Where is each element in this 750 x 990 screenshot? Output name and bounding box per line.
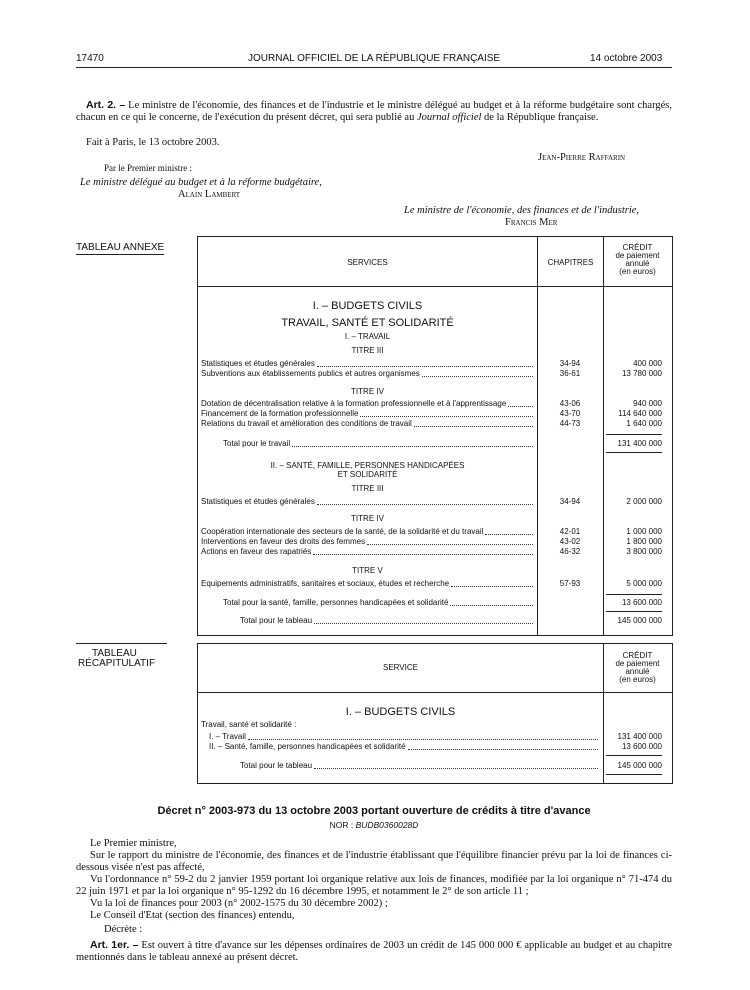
table-row [201,497,671,507]
row-amount: 400 000 [633,359,662,368]
annex-col-credit [604,244,671,276]
journal-officiel-ref: Journal officiel [416,112,482,123]
decree-p1: Le Premier ministre, [90,838,177,849]
table-row [201,527,671,537]
annex-part-2-titre-4: TITRE IV [351,514,384,523]
recap-total-rule-bottom [606,774,662,775]
recap-credit-line-4: (en euros) [619,675,656,684]
article-1-label: Art. 1er. – [90,939,139,951]
row-label: II. – Santé, famille, personnes handicapées et solidarité [209,742,406,751]
annex-part-2-line-2: ET SOLIDARITÉ [337,470,398,479]
row-label: Subventions aux établissements publics et autres organismes [201,369,420,378]
row-label: Equipements administratifs, sanitaires et sociaux, études et recherche [201,579,450,588]
recap-total-row [240,761,710,771]
row-amount: 131 400 000 [617,439,662,448]
annex-col-chapitres: CHAPITRES [547,258,594,267]
row-chapter: 57-93 [559,579,581,588]
row-amount: 145 000 000 [617,761,662,770]
recap-credit-line-3: annulé [625,667,650,676]
annex-col-divider-2 [603,236,604,635]
page-number: 17470 [76,53,104,64]
row-leader-dots [508,399,533,407]
recap-row [209,732,679,742]
recap-row [209,742,679,752]
row-label: Total pour la santé, famille, personnes handicapées et solidarité [223,598,449,607]
decree-p4: Vu la loi de finances pour 2003 (n° 2002-1575 du 30 décembre 2002) ; [90,898,388,909]
annex-section-title: I. – BUDGETS CIVILS [312,300,423,312]
row-chapter: 34-94 [559,359,581,368]
row-leader-dots [248,732,598,740]
row-amount: 1 640 000 [626,419,662,428]
row-label: Actions en faveur des rapatriés [201,547,312,556]
article-2-text-end: de la République française. [484,112,599,123]
table-row [201,547,671,557]
total-travail-rule-top [606,434,662,435]
delegate-minister-title: Le ministre délégué au budget et à la réforme budgétaire, [80,177,322,188]
total-sante-row [223,598,693,608]
recap-col-service: SERVICE [383,663,418,672]
row-leader-dots [422,369,533,377]
total-sante-rule-mid [606,611,662,612]
decree-article-1 [76,939,672,964]
row-label: Interventions en faveur des droits des femmes [201,537,366,546]
total-travail-row [223,439,693,449]
credit-line-2: de paiement [615,251,660,260]
row-chapter: 36-61 [559,369,581,378]
annex-titre-3: TITRE III [351,346,384,355]
recap-section-title: I. – BUDGETS CIVILS [345,706,456,718]
decree-title: Décret n° 2003-973 du 13 octobre 2003 portant ouverture de crédits à titre d'avance [157,805,591,817]
row-leader-dots [485,527,533,535]
row-chapter: 43-06 [559,399,581,408]
row-label: Total pour le travail [223,439,291,448]
row-label: Statistiques et études générales [201,497,315,506]
recap-group: Travail, santé et solidarité : [201,720,297,729]
row-label: Statistiques et études générales [201,359,315,368]
recap-credit-line-2: de paiement [615,659,660,668]
credit-line-4: (en euros) [619,267,656,276]
row-amount: 145 000 000 [617,616,662,625]
row-amount: 13 600 000 [621,598,662,607]
article-1-text: Est ouvert à titre d'avance sur les dépenses ordinaires de 2003 un crédit de 145 000 000 € applicable au budget et au chapitre mentionnés dans le tableau annexé au présent décret. [76,940,672,963]
row-label: Financement de la formation professionnelle [201,409,359,418]
table-row [201,419,671,429]
recap-side-label-1: TABLEAU [92,648,137,659]
row-label: Coopération internationale des secteurs de la santé, de la solidarité et du travail [201,527,484,536]
recap-header-rule [197,692,672,693]
article-2 [76,99,672,124]
decree-nor [76,820,672,830]
annex-col-divider-1 [537,236,538,635]
total-tableau-row [240,616,710,626]
row-label: Total pour le tableau [240,616,313,625]
row-leader-dots [360,409,533,417]
total-travail-rule-bottom [606,452,662,453]
row-leader-dots [408,742,598,750]
annex-header-rule [197,286,672,287]
row-amount: 13 600 000 [621,742,662,751]
row-leader-dots [314,761,598,769]
par-le-premier-ministre: Par le Premier ministre : [104,163,192,173]
recap-credit-line-1: CRÉDIT [622,651,653,660]
row-leader-dots [451,579,533,587]
table-row [201,409,671,419]
nor-label: NOR : [329,820,354,830]
row-amount: 13 780 000 [621,369,662,378]
row-chapter: 43-02 [559,537,581,546]
journal-title: JOURNAL OFFICIEL DE LA RÉPUBLIQUE FRANÇAISE [248,53,501,64]
table-row [201,579,671,589]
row-chapter: 46-32 [559,547,581,556]
annex-part-2-titre-5: TITRE V [352,566,383,575]
row-leader-dots [314,616,533,624]
article-2-label: Art. 2. – [86,99,126,111]
row-leader-dots [292,439,533,447]
minister-title: Le ministre de l'économie, des finances et de l'industrie, [404,205,640,216]
credit-line-1: CRÉDIT [622,243,653,252]
decree-p5: Le Conseil d'Etat (section des finances) entendu, [90,910,295,921]
row-label: Relations du travail et amélioration des conditions de travail [201,419,412,428]
row-leader-dots [313,547,533,555]
row-amount: 3 800 000 [626,547,662,556]
row-amount: 2 000 000 [626,497,662,506]
row-label: Dotation de décentralisation relative à la formation professionnelle et à l'apprentissage [201,399,507,408]
table-row [201,537,671,547]
article-2-text: Le ministre de l'économie, des finances et de l'industrie et le ministre délégué au budget et à la réforme budgétaire sont chargés, chacun en ce qui le concerne, de l'exécution du présent décret, qui sera publié au [76,100,673,123]
row-amount: 5 000 000 [626,579,662,588]
recap-total-rule-top [606,755,662,756]
row-chapter: 44-73 [559,419,581,428]
done-at: Fait à Paris, le 13 octobre 2003. [86,137,220,148]
recap-side-rule [76,643,167,644]
annex-part-2-line-1: II. – SANTÉ, FAMILLE, PERSONNES HANDICAPÉES [270,461,465,470]
decree-p2: Sur le rapport du ministre de l'économie, des finances et de l'industrie établissant que l'équilibre financier prévu par la loi de finances ci-dessous visée n'est pas affecté, [76,850,672,873]
header-rule [76,67,672,68]
table-row [201,359,671,369]
prime-minister-signature: Jean-Pierre Raffarin [538,152,626,163]
row-leader-dots [450,598,533,606]
table-row [201,399,671,409]
row-label: Total pour le tableau [240,761,313,770]
row-amount: 1 000 000 [626,527,662,536]
row-amount: 114 640 000 [618,409,662,418]
credit-line-3: annulé [625,259,650,268]
row-leader-dots [367,537,533,545]
row-leader-dots [414,419,533,427]
annex-part-1: I. – TRAVAIL [344,332,391,341]
row-leader-dots [317,497,533,505]
row-chapter: 34-94 [559,497,581,506]
recap-side-label-2: RÉCAPITULATIF [78,658,156,669]
row-amount: 131 400 000 [617,732,662,741]
decree-p3: Vu l'ordonnance n° 59-2 du 2 janvier 1959 portant loi organique relative aux lois de finances, modifiée par la loi organique n° 71-474 du 22 juin 1971 et par la loi organique n° 95-1292 du 16 décembre 1995, et notamment le 2° de son article 11 ; [76,874,672,897]
annex-ministry: TRAVAIL, SANTÉ ET SOLIDARITÉ [281,317,454,329]
row-amount: 1 800 000 [626,537,662,546]
delegate-minister-name: Alain Lambert [178,189,241,200]
total-sante-rule-top [606,594,662,595]
header-date: 14 octobre 2003 [590,53,663,64]
annex-titre-4: TITRE IV [351,387,384,396]
annex-part-2-titre-3: TITRE III [351,484,384,493]
table-row [201,369,671,379]
annex-col-services: SERVICES [347,258,388,267]
row-label: I. – Travail [209,732,246,741]
annex-table [197,236,673,636]
row-chapter: 42-01 [559,527,581,536]
row-chapter: 43-70 [559,409,581,418]
minister-name: Francis Mer [505,217,558,228]
row-leader-dots [317,359,533,367]
recap-col-credit [604,652,671,684]
nor-value: BUDB0360028D [355,820,419,830]
row-amount: 940 000 [633,399,662,408]
decree-p6: Décrète : [104,924,143,935]
annex-side-label: TABLEAU ANNEXE [76,242,165,253]
